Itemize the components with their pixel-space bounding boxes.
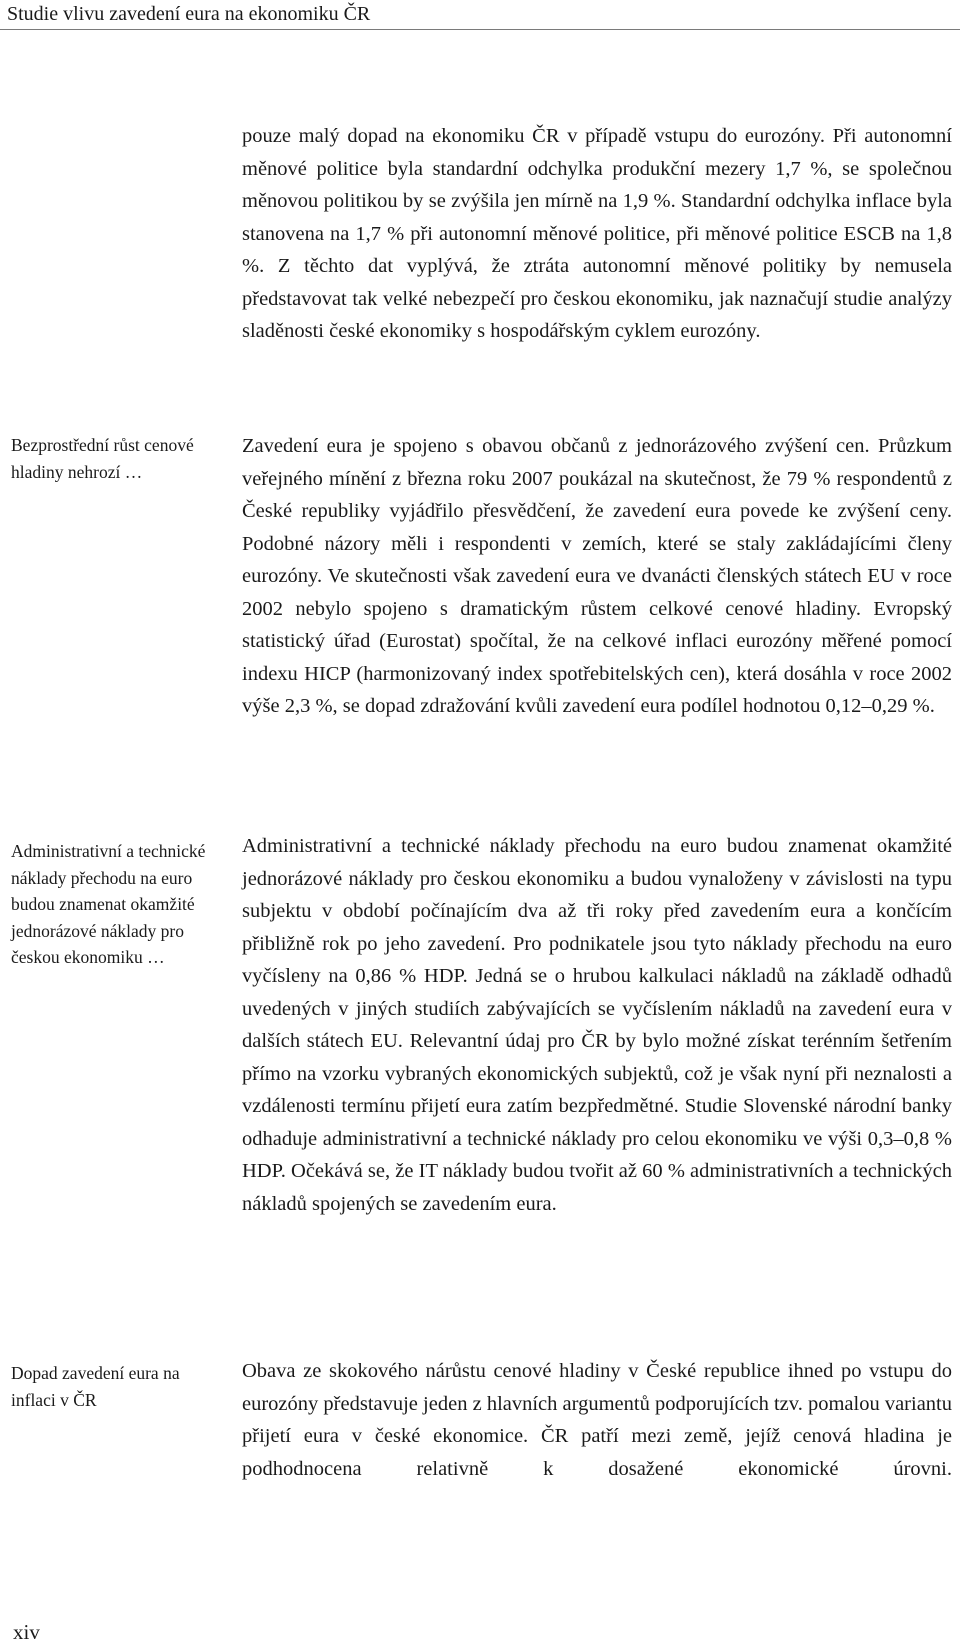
paragraph-transition-costs: Administrativní a technické náklady přechodu na euro budou znamenat okamžité jednorázové náklady pro českou ekonomiku a budou vynaloženy v závislosti na typu subjektu v období počínajícím dva až tři roky před zavedením eura a končícím přibližně rok po jeho zavedení. Pro podnikatele jsou tyto náklady přechodu na euro vyčísleny na 0,86 % HDP. Jedná se o hrubou kalkulaci nákladů na základě odhadů uvedených v jiných studiích zabývajících se vyčíslením nákladů na zavedení eura v dalších státech EU. Relevantní údaj pro ČR by bylo možné získat terénním šetřením přímo na vzorku vybraných ekonomických subjektů, což je však nyní při neznalosti a vzdálenosti termínu přijetí eura zatím bezpředmětné. Studie Slovenské národní banky odhaduje administrativní a technické náklady pro celou ekonomiku ve výši 0,3–0,8 % HDP. Očekává se, že IT náklady budou tvořit až 60 % administrativních a technických nákladů spojených se zavedením eura.	[242, 835, 952, 1215]
margin-note-price-level: Bezprostřední růst cenové hladiny nehrozí …	[11, 435, 194, 482]
paragraph-price-jump-concern: Obava ze skokového nárůstu cenové hladiny v České republice ihned po vstupu do eurozóny představuje jeden z hlavních argumentů podporujících tzv. pomalou variantu přijetí eura v české ekonomice. ČR patří mezi země, jejíž cenová hladina je podhodnocena relativně k dosažené ekonomické úrovni.	[242, 1360, 952, 1480]
paragraph-price-expectations: Zavedení eura je spojeno s obavou občanů z jednorázového zvýšení cen. Průzkum veřejného mínění z března roku 2007 poukázal na skutečnost, že 79 % respondentů z České republiky vyjádřilo přesvědčení, že zavedení eura povede ke zvýšení ceny. Podobné názory měli i respondenti v zemích, které se staly zakládajícími členy eurozóny. Ve skutečnosti však zavedení eura ve dvanácti členských státech EU v roce 2002 nebylo spojeno s dramatickým růstem celkové cenové hladiny. Evropský statistický úřad (Eurostat) spočítal, že na celkové inflaci eurozóny měřené pomocí indexu HICP (harmonizovaný index spotřebitelských cen), která dosáhla v roce 2002 výše 2,3 %, se dopad zdražování kvůli zavedení eura podílel hodnotou 0,12–0,29 %.	[242, 435, 952, 717]
margin-note-transition-costs: Administrativní a technické náklady přechodu na euro budou znamenat okamžité jednorázové náklady pro českou ekonomiku …	[11, 841, 206, 967]
header-title: Studie vlivu zavedení eura na ekonomiku ČR	[7, 3, 371, 25]
page-number: xiv	[13, 1620, 40, 1644]
running-header	[0, 0, 960, 30]
paragraph-monetary-policy: pouze malý dopad na ekonomiku ČR v případě vstupu do eurozóny. Při autonomní měnové politice byla standardní odchylka produkční mezery 1,7 %, se společnou měnovou politikou by se zvýšila jen mírně na 1,9 %. Standardní odchylka inflace byla stanovena na 1,7 % při autonomní měnové politice, při měnové politice ESCB na 1,8 %. Z těchto dat vyplývá, že ztráta autonomní měnové politiky by nemusela představovat tak velké nebezpečí pro českou ekonomiku, jak naznačují studie analýzy sladěnosti české ekonomiky s hospodářským cyklem eurozóny.	[242, 125, 952, 342]
margin-note-inflation-impact: Dopad zavedení eura na inflaci v ČR	[11, 1363, 180, 1410]
